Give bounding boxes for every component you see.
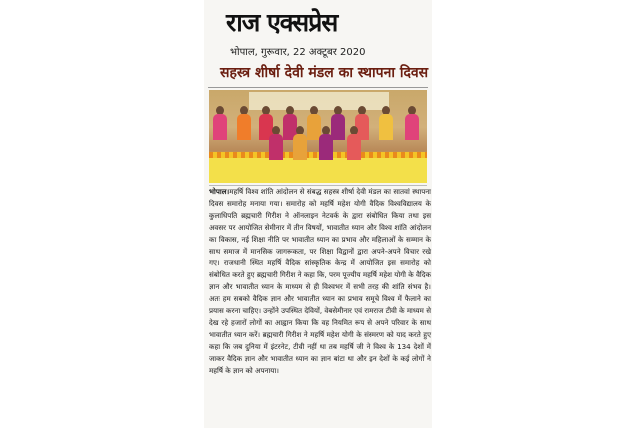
article-text: महर्षि विश्व शांति आंदोलन से संबद्ध सहस्त्र शीर्षा देवी मंडल का सातवां स्थापना दिवस समारोह मनाया गया। समारोह को महर्षि महेश योगी वैदिक विश्वविद्यालय के कुलाधिपति ब्रह्मचारी गिरीश ने ऑनलाइन नेटवर्क के द्वारा संबोधित किया तथा इस अवसर पर आयोजित सेमीनार में तीन विषयों, भावातीत ध्यान और विश्व शांति आंदोलन का विकास, नई शिक्षा नीति पर भावातीत ध्यान का प्रभाव और महिलाओं के सम्मान के साथ समाज में मानसिक जागरूकता, पर शिक्षा विद्वानों द्वारा अपने-अपने विचार रखे गए। राजधानी स्थित महर्षि वैदिक सांस्कृतिक केन्द्र में आयोजित इस समारोह को संबोधित करते हुए ब्रह्मचारी गिरीश ने कहा कि, परम पूज्यीय महर्षि महेश योगी के वैदिक ज्ञान और भावातीत ध्यान के माध्यम से ही विश्वभर में सभी तरह की शांति संभव है। अतः हम सबको वैदिक ज्ञान और भावातीत ध्यान का प्रभाव समूचे विश्व में फैलाने का प्रयास करना चाहिए। उन्होंने उपस्थित देवियों, वेबसेमीनार एवं रामराज टीवी के माध्यम से देख रहे हजारों लोगों का आह्वान किया कि वह नियमित रूप से अपने परिवार के साथ भावातीत ध्यान करें। ब्रह्मचारी गिरीश ने महर्षि महेश योगी के संस्मरण को याद करते हुए कहा कि जब दुनिया में इंटरनेट, टीवी नहीं था तब महर्षि जी ने विश्व के 134 देशों में जाकर वैदिक ज्ञान और भावातीत ध्यान का ज्ञान बांटा था और इन देशों के कई लोगों ने महर्षि के ज्ञान को अपनाया। xyxy=(209,187,431,375)
event-photo xyxy=(209,90,427,183)
stage-table xyxy=(209,158,427,183)
newspaper-masthead: राज एक्सप्रेस xyxy=(226,8,338,37)
article-dateline: भोपाल। xyxy=(209,187,230,196)
article-headline: सहस्त्र शीर्षा देवी मंडल का स्थापना दिवस xyxy=(220,65,429,81)
divider xyxy=(208,87,428,88)
article-body xyxy=(209,186,431,377)
newspaper-dateline: भोपाल, गुरूवार, 22 अक्टूबर 2020 xyxy=(230,47,366,58)
stage-banner xyxy=(249,92,389,110)
